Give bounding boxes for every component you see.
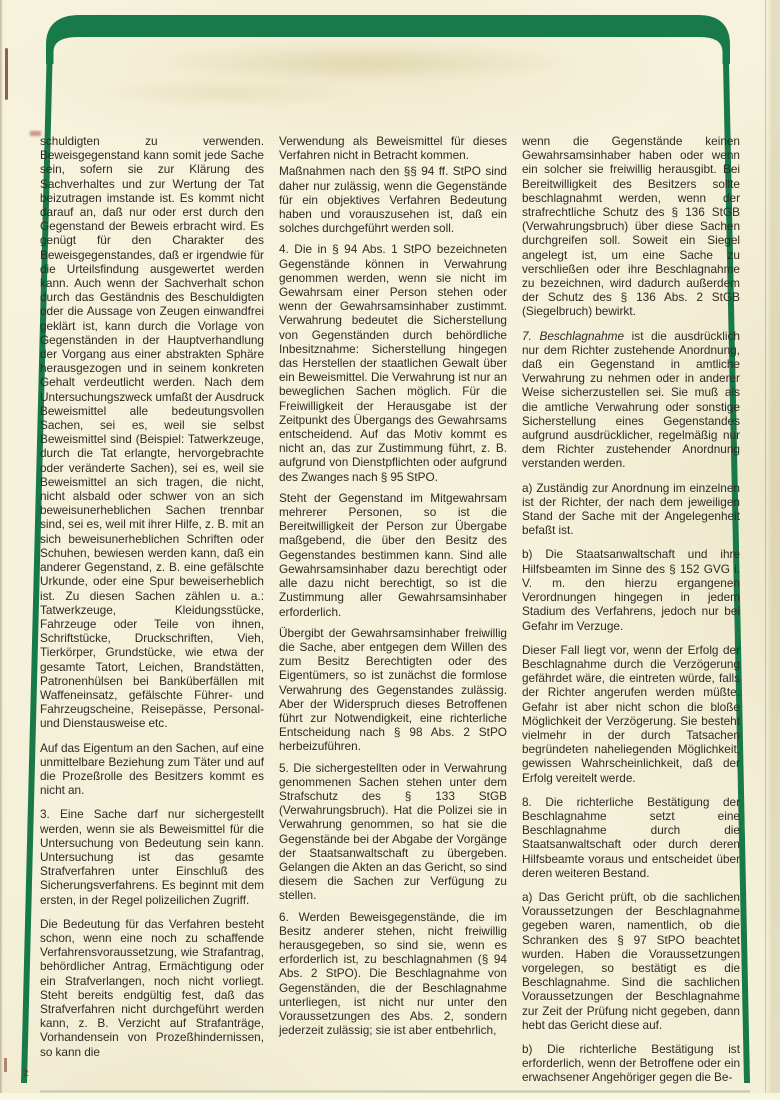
text-column-3 bbox=[522, 134, 740, 1086]
text-columns bbox=[40, 134, 752, 1086]
paragraph: 4. Die in § 94 Abs. 1 StPO bezeichneten Gegenstände können in Verwahrung genommen werden, wenn sie nicht im Gewahrsam einer Person stehen oder wenn der Gewahrsamsinhaber zustimmt. Verwahrung bedeutet die Sicherstellung von Gegenständen durch behördliche Inbesitznahme: Sicherstellung hingegen das Herstellen der staatlichen Gewalt über ein Beweismittel. Die Verwahrung ist nur an beweglichen Sachen möglich. Für die Freiwilligkeit der Herausgabe ist der Zeitpunkt des Übergangs des Gewahrsams entscheidend. Auf das Motiv kommt es nicht an, das zur Zustimmung führt, z. B. aufgrund von Dienstpflichten oder aufgrund des Zwanges nach § 95 StPO. bbox=[279, 242, 507, 484]
paragraph: Steht der Gegenstand im Mitgewahrsam mehrerer Personen, so ist die Bereitwilligkeit der Person zur Übergabe maßgebend, die über den Besitz des Gegenstandes bestimmen kann. Sind alle Gewahrsamsinhaber dazu berechtigt oder alle dazu nicht berechtigt, so ist die Zustimmung aller Gewahrsamsinhaber erforderlich. bbox=[279, 490, 507, 619]
paragraph: Dieser Fall liegt vor, wenn der Erfolg der Beschlagnahme durch die Verzögerung gefährdet wäre, die eintreten würde, falls der Richter angerufen werden müßte. Gefahr ist aber nicht schon die bloße Möglichkeit der Verzögerung. Sie besteht vielmehr in der durch Tatsachen begründeten naheliegenden Möglichkeit, gewissen Wahrscheinlichkeit, daß der Erfolg vereitelt werde. bbox=[522, 642, 740, 785]
text-column-2 bbox=[279, 134, 507, 1086]
paper-edge-right bbox=[765, 0, 780, 1100]
paragraph: 8. Die richterliche Bestätigung der Beschlagnahme setzt eine Beschlagnahme durch die Staatsanwaltschaft oder durch deren Hilfsbeamte voraus und entscheidet über deren weiteren Bestand. bbox=[522, 794, 740, 880]
spine-ink-tick bbox=[4, 1058, 7, 1072]
paragraph: Auf das Eigentum an den Sachen, auf eine unmittelbare Beziehung zum Täter und auf die Prozeßrolle des Besitzers kommt es nicht an. bbox=[40, 740, 264, 798]
paragraph: Die Bedeutung für das Verfahren besteht schon, wenn eine noch zu schaffende Verfahrensvoraussetzung, wie Strafantrag, behördlicher Antrag, Ermächtigung oder ein Strafverlangen, noch nicht vorliegt. Steht bereits endgültig fest, daß das Strafverfahren nicht durchgeführt werden kann, z. B. Verzicht auf Strafanträge, Vorhandensein von Prozeßhindernissen, so kann die bbox=[40, 916, 264, 1059]
paragraph-text: ist die ausdrücklich nur dem Richter zustehende Anordnung, daß ein Gegenstand in amtliche Verwahrung zu nehmen oder in anderer Weise sicherzustellen sei. Sie muß als die amtliche Verwahrung oder sonstige Sicherstellung eines Gegenstandes aufgrund ausdrücklicher, regelmäßig nur dem Richter zustehender Anordnung verstanden werden. bbox=[522, 328, 740, 471]
text-column-1 bbox=[40, 134, 264, 1086]
spine-ink-mark bbox=[5, 48, 8, 100]
paragraph: Verwendung als Beweismittel für dieses Verfahren nicht in Betracht kommen. bbox=[279, 134, 507, 163]
paragraph bbox=[522, 329, 740, 471]
paragraph: b) Die Staatsanwaltschaft und ihre Hilfsbeamten im Sinne des § 152 GVG i. V. m. den hierzu ergangenen Verordnungen hingegen in jedem Stadium des Verfahrens, jedoch nur bei Gefahr im Verzuge. bbox=[522, 547, 740, 633]
paragraph: 6. Werden Beweisgegenstände, die im Besitz anderer stehen, nicht freiwillig herausgegeben, so sind sie, wenn es erforderlich ist, zu beschlagnahmen (§ 94 Abs. 2 StPO). Die Beschlagnahme von Gegenständen, die der Beschlagnahme unterliegen, ist nicht nur unter den Voraussetzungen des Abs. 2, sondern jederzeit zulässig; sie ist aber entbehrlich, bbox=[279, 909, 507, 1038]
top-green-bar bbox=[46, 15, 730, 64]
paragraph: Übergibt der Gewahrsamsinhaber freiwillig die Sache, aber entgegen dem Willen des zum Besitz Berechtigten oder des Eigentümers, so ist zunächst die formlose Verwahrung des Gegenstandes zulässig. Aber der Widerspruch dieses Betroffenen führt zur Notwendigkeit, eine richterliche Entscheidung nach § 98 Abs. 2 StPO herbeizuführen. bbox=[279, 625, 507, 754]
paragraph: schuldigten zu verwenden. Beweisgegenstand kann somit jede Sache sein, sofern sie zur Klärung des Sachverhaltes und zur Wertung der Tat beizutragen imstande ist. Es kommt nicht darauf an, daß nur oder erst durch den Gegenstand der Beweis erbracht wird. Es genügt für den Charakter des Beweisgegenstandes, daß er irgendwie für die Urteilsfindung ausgewertet werden kann. Auch wenn der Sachverhalt schon durch das Geständnis des Beschuldigten oder die Aussage von Zeugen einwandfrei geklärt ist, kann durch die Vorlage von Gegenständen in der Hauptverhandlung der Vorgang aus einer abstrakten Sphäre herausgezogen und in seinem konkreten Gehalt verdeutlicht werden. Nach dem Untersuchungszweck umfaßt der Ausdruck Beweismittel alle bedeutungsvollen Sachen, sei es, weil sie selbst Beweismittel sind (Beispiel: Tatwerkzeuge, durch die Tat erlangte, hervorgebrachte oder veränderte Sachen), sei es, weil sie Beweismittel an sich tragen, die nicht, nicht alsbald oder schwer von an sich beweisunerheblichen Sachen trennbar sind, sei es, weil mit ihrer Hilfe, z. B. mit an sich beweisunerheblichen Schriften oder Schuhen, bewiesen werden kann, daß ein anderer Gegenstand, z. B. eine gefälschte Urkunde, oder eine Spur beweiserheblich ist. Zu diesen Sachen zählen u. a.: Tatwerkzeuge, Kleidungsstücke, Fahrzeuge oder Teile von ihnen, Schriftstücke, Druckschriften, Vieh, Tierkörper, Grundstücke, wie etwa der gesamte Tatort, Leichen, Brandstätten, Patronenhülsen bei Banküberfällen mit Waffeneinsatz, gefälschte Führer- und Fahrzeugscheine, Reisepässe, Personal- und Dienstausweise etc. bbox=[40, 134, 264, 731]
paper-edge-left bbox=[0, 0, 3, 1100]
paragraph: 5. Die sichergestellten oder in Verwahrung genommenen Sachen stehen unter dem Strafschutz des § 133 StGB (Verwahrungsbruch). Hat die Polizei sie in Verwahrung genommen, so hat sie die Gegenstände bei der Abgabe der Vorgänge der Staatsanwaltschaft zu übergeben. Gelangen die Akten an das Gericht, so sind diesem die Sachen zur Verfügung zu stellen. bbox=[279, 760, 507, 903]
paragraph: b) Die richterliche Bestätigung ist erforderlich, wenn der Betroffene oder ein erwachsener Angehöriger gegen die Be- bbox=[522, 1041, 740, 1085]
paragraph: a) Zuständig zur Anordnung im einzelnen ist der Richter, der nach dem jeweiligen Stand der Sache mit der Angelegenheit befaßt ist. bbox=[522, 480, 740, 538]
paragraph: a) Das Gericht prüft, ob die sachlichen Voraussetzungen der Beschlagnahme gegeben waren, namentlich, ob die Schranken des § 97 StPO beachtet wurden. Haben die Voraussetzungen vorgelegen, so bestätigt es die Beschlagnahme. Sind die sachlichen Voraussetzungen der Beschlagnahme zur Zeit der Prüfung nicht gegeben, dann hebt das Gericht diese auf. bbox=[522, 889, 740, 1032]
page-number: 2 bbox=[23, 1068, 29, 1079]
paragraph: wenn die Gegenstände keinen Gewahrsamsinhaber haben oder wenn ein solcher sie freiwillig herausgibt. Bei Bereitwilligkeit des Besitzers sollte beschlagnahmt werden, wenn der strafrechtliche Schutz des § 136 StGB (Verwahrungsbruch) über diese Sachen durchgreifen soll. Soweit ein Siegel angelegt ist, um eine Sache zu verschließen oder ihre Beschlagnahme zu bezeichnen, wird dadurch außerdem der Schutz des § 136 Abs. 2 StGB (Siegelbruch) bewirkt. bbox=[522, 134, 740, 319]
ink-speck bbox=[30, 131, 41, 136]
paragraph: Maßnahmen nach den §§ 94 ff. StPO sind daher nur zulässig, wenn die Gegenstände für ein objektives Verfahren Bedeutung haben und vorauszusehen ist, daß ein solches durchgeführt werden soll. bbox=[279, 164, 507, 236]
paragraph: 3. Eine Sache darf nur sichergestellt werden, wenn sie als Beweismittel für die Untersuchung von Bedeutung sein kann. Untersuchung ist das gesamte Strafverfahren unter Einschluß des Sicherungsverfahrens. Es beginnt mit dem ersten, in der Regel polizeilichen Zugriff. bbox=[40, 807, 264, 907]
italic-term: 7. Beschlagnahme bbox=[522, 328, 625, 343]
paper-edge-bottom bbox=[0, 1093, 780, 1100]
